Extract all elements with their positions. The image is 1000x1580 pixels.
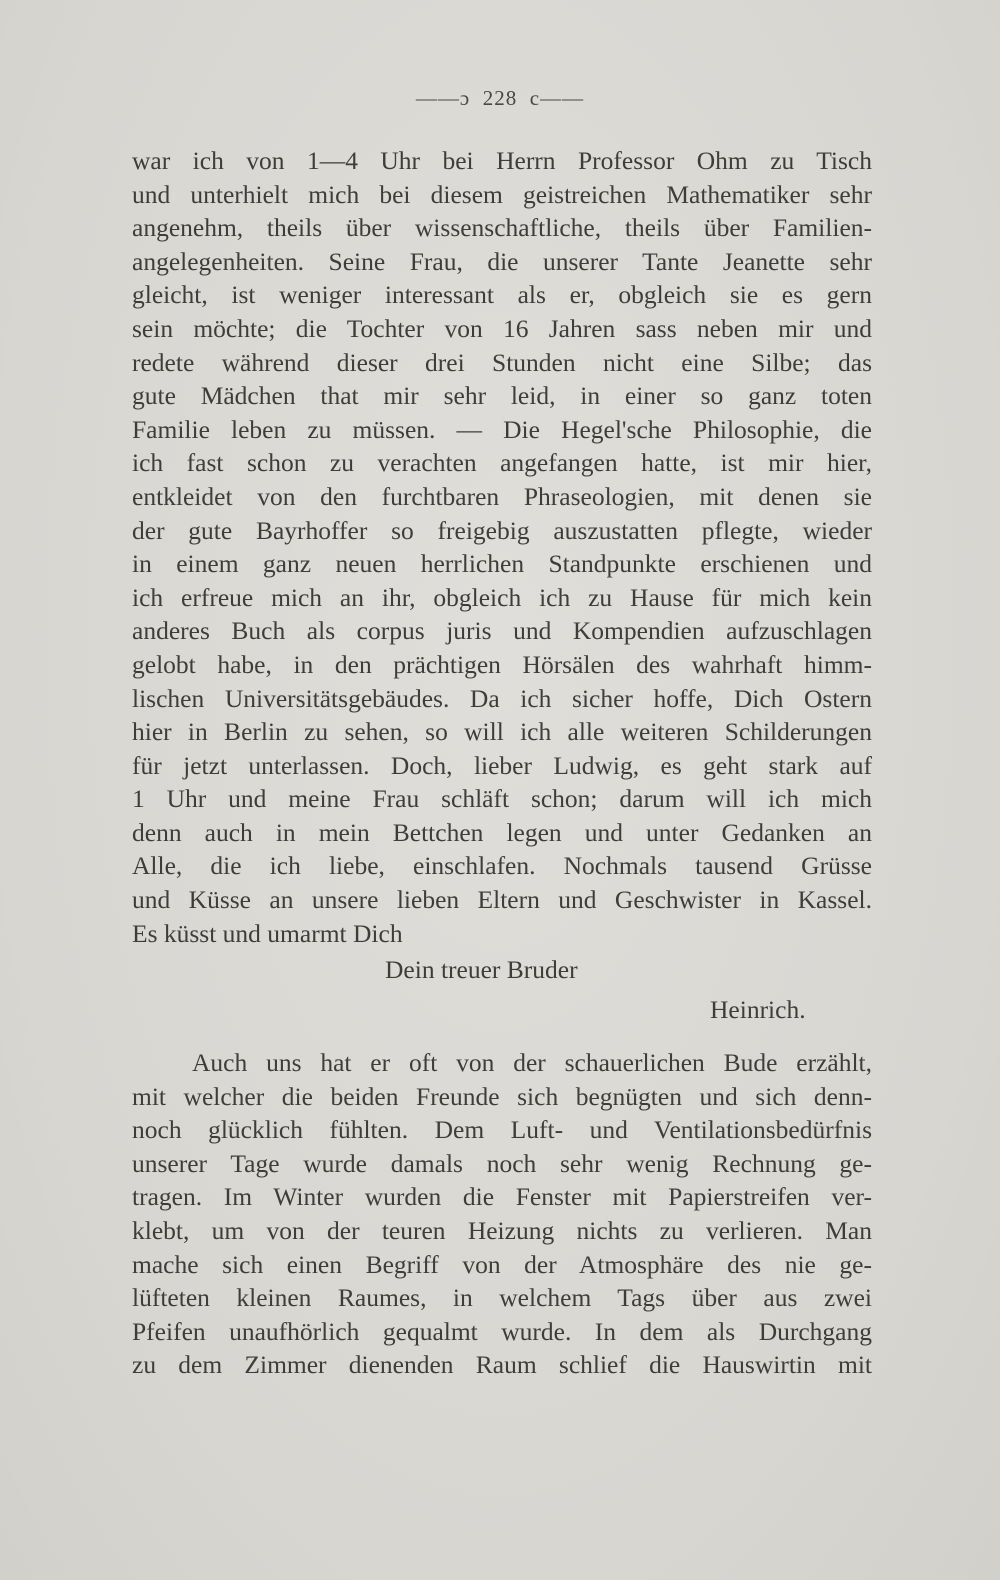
text-line: zu dem Zimmer dienenden Raum schlief die Hauswirtin mit <box>132 1350 872 1380</box>
text-line: Auch uns hat er oft von der schauerlichen Bude erzählt, <box>192 1048 872 1077</box>
text-line: und unterhielt mich bei diesem geistreichen Mathematiker sehr <box>132 179 872 209</box>
header-ornament-right: c—— <box>529 86 585 110</box>
text-line: in einem ganz neuen herrlichen Standpunkte erschienen und <box>132 549 872 579</box>
text-line: entkleidet von den furchtbaren Phraseologien, mit denen sie <box>132 481 872 511</box>
text-line: Es küsst und umarmt Dich <box>132 918 403 948</box>
paragraph-letter <box>132 144 872 950</box>
text-line: noch glücklich fühlten. Dem Luft- und Ventilationsbedürfnis <box>132 1115 872 1145</box>
page-header <box>0 86 1000 111</box>
text-line: ich fast schon zu verachten angefangen hatte, ist mir hier, <box>132 448 872 478</box>
text-line: gleicht, ist weniger interessant als er, obgleich sie es gern <box>132 280 872 310</box>
text-line: denn auch in mein Bettchen legen und unter Gedanken an <box>132 817 872 847</box>
text-line: klebt, um von der teuren Heizung nichts zu verlieren. Man <box>132 1215 872 1245</box>
letter-signature: Heinrich. <box>710 995 806 1024</box>
text-line: der gute Bayrhoffer so freigebig auszustatten pflegte, wieder <box>132 515 872 545</box>
text-line: 1 Uhr und meine Frau schläft schon; darum will ich mich <box>132 784 872 814</box>
text-line: mit welcher die beiden Freunde sich begnügten und sich denn- <box>132 1081 872 1111</box>
header-ornament-left: ——ɔ <box>415 86 471 110</box>
text-line: Familie leben zu müssen. — Die Hegel'sche Philosophie, die <box>132 414 872 444</box>
text-line: hier in Berlin zu sehen, so will ich alle weiteren Schilderungen <box>132 717 872 747</box>
paragraph-narrative <box>132 1046 872 1382</box>
text-line: Pfeifen unaufhörlich gequalmt wurde. In dem als Durchgang <box>132 1316 872 1346</box>
text-line: war ich von 1—4 Uhr bei Herrn Professor Ohm zu Tisch <box>132 146 872 175</box>
text-line: und Küsse an unsere lieben Eltern und Geschwister in Kassel. <box>132 885 872 915</box>
text-line: für jetzt unterlassen. Doch, lieber Ludwig, es geht stark auf <box>132 750 872 780</box>
text-line: ich erfreue mich an ihr, obgleich ich zu Hause für mich kein <box>132 582 872 612</box>
text-line: Alle, die ich liebe, einschlafen. Nochmals tausend Grüsse <box>132 851 872 881</box>
text-line: anderes Buch als corpus juris und Kompendien aufzuschlagen <box>132 616 872 646</box>
text-line: tragen. Im Winter wurden die Fenster mit Papierstreifen ver- <box>132 1182 872 1212</box>
text-line: redete während dieser drei Stunden nicht eine Silbe; das <box>132 347 872 377</box>
text-line: unserer Tage wurde damals noch sehr wenig Rechnung ge- <box>132 1148 872 1178</box>
text-line: gelobt habe, in den prächtigen Hörsälen des wahrhaft himm- <box>132 649 872 679</box>
letter-closing-salutation: Dein treuer Bruder <box>385 955 578 984</box>
text-line: lischen Universitätsgebäudes. Da ich sicher hoffe, Dich Ostern <box>132 683 872 713</box>
page-number: 228 <box>482 86 518 110</box>
text-line: mache sich einen Begriff von der Atmosphäre des nie ge- <box>132 1249 872 1279</box>
text-line: angenehm, theils über wissenschaftliche, theils über Familien- <box>132 213 872 243</box>
text-line: sein möchte; die Tochter von 16 Jahren sass neben mir und <box>132 313 872 343</box>
text-line: gute Mädchen that mir sehr leid, in einer so ganz toten <box>132 381 872 411</box>
text-line: angelegenheiten. Seine Frau, die unserer Tante Jeanette sehr <box>132 246 872 276</box>
text-line: lüfteten kleinen Raumes, in welchem Tags über aus zwei <box>132 1283 872 1313</box>
